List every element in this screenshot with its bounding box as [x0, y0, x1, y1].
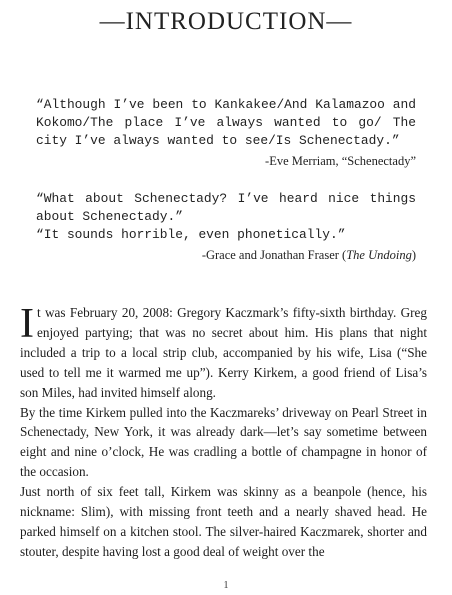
epigraph-attribution: [36, 246, 416, 264]
epigraph-quote: “Although I’ve been to Kankakee/And Kalamazoo and Kokomo/The place I’ve always wanted to go/ The city I’ve always wanted to see/Is Schenectady.”: [36, 97, 416, 148]
paragraph: Just north of six feet tall, Kirkem was skinny as a beanpole (hence, his nickname: Slim), with missing front teeth and a nearly shaved head. He parked himself on a kitchen stool. The silver-haired Kaczmarek, shorter and stouter, despite having lost a good deal of weight over the: [20, 484, 427, 559]
epigraph-attribution: -Eve Merriam, “Schenectady”: [265, 154, 416, 168]
body-text: [20, 303, 427, 562]
paragraph: [20, 303, 427, 403]
page-number: 1: [223, 580, 229, 591]
attribution-suffix: ): [411, 248, 416, 262]
paragraph: By the time Kirkem pulled into the Kaczmareks’ driveway on Pearl Street in Schenectady, New York, it was already dark—let’s say sometime between eight and nine o’clock, He was cradling a bottle of champagne in honor of the occasion.: [20, 404, 427, 480]
attribution-prefix: -Grace and Jonathan Fraser (: [201, 248, 347, 262]
attribution-work-title: The Undoing: [346, 248, 412, 262]
epigraph: [36, 96, 416, 170]
chapter-title: —INTRODUCTION—: [99, 8, 353, 35]
paragraph-text: t was February 20, 2008: Gregory Kaczmark’s fifty-sixth birthday. Greg enjoyed partying; that was no secret about him. His plans that night included a trip to a local strip club, accompanied by his wife, Lisa (“She used to tell me it warmed me up”). Kerry Kirkem, a good friend of Lisa’s son Miles, had invited himself along.: [20, 305, 427, 400]
epigraph: [36, 190, 416, 264]
epigraph-quote: “It sounds horrible, even phonetically.”: [36, 227, 346, 242]
epigraph-quote: “What about Schenectady? I’ve heard nice things about Schenectady.”: [36, 191, 416, 224]
drop-cap: I: [20, 301, 34, 347]
